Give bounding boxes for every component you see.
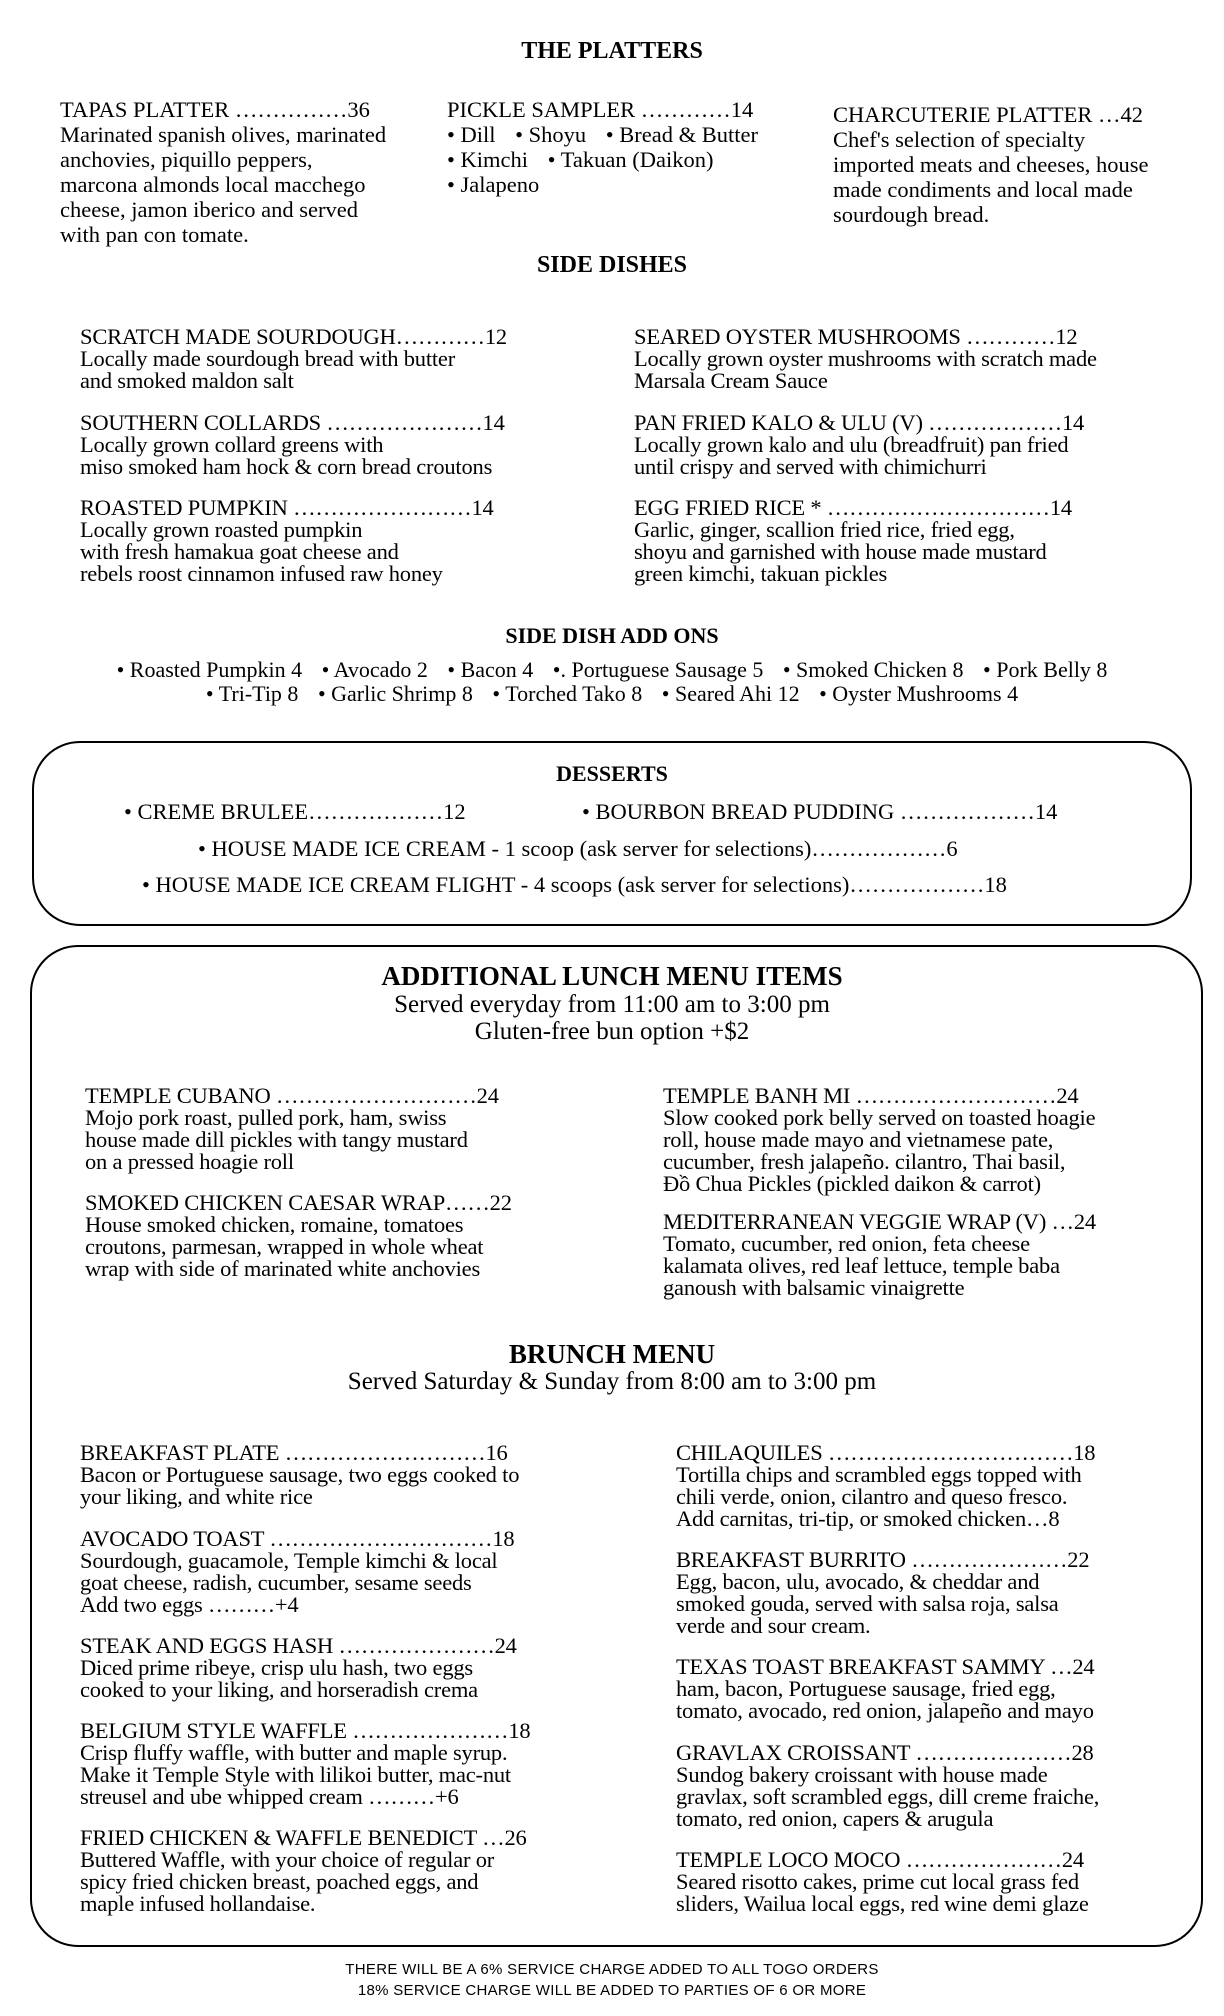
- side-dish-item: [80, 412, 505, 478]
- brunch-item-desc: Bacon or Portuguese sausage, two eggs cooked to your liking, and white rice: [80, 1462, 520, 1509]
- brunch-item-title: GRAVLAX CROISSANT …………………28: [676, 1740, 1094, 1765]
- party-service-charge-note: 18% SERVICE CHARGE WILL BE ADDED TO PARTIES OF 6 OR MORE: [357, 1982, 867, 1999]
- brunch-item-title: TEXAS TOAST BREAKFAST SAMMY …24: [676, 1654, 1095, 1679]
- side-dish-desc: Locally grown oyster mushrooms with scratch made Marsala Cream Sauce: [634, 346, 1097, 393]
- dessert-creme-brulee: • CREME BRULEE………………12: [124, 799, 466, 824]
- side-dishes-heading: SIDE DISHES: [536, 252, 688, 278]
- brunch-item-desc: Tortilla chips and scrambled eggs topped with chili verde, onion, cilantro and queso fresco. Add carnitas, tri-tip, or smoked chicken…8: [676, 1462, 1082, 1531]
- side-dish-desc: Locally made sourdough bread with butter and smoked maldon salt: [80, 346, 456, 393]
- lunch-item-title: SMOKED CHICKEN CAESAR WRAP……22: [85, 1190, 512, 1215]
- pickle-option: • Takuan (Daikon): [547, 147, 714, 172]
- addon-item: • Seared Ahi 12: [661, 681, 800, 706]
- brunch-heading: BRUNCH MENU: [508, 1339, 716, 1369]
- pickle-option: • Jalapeno: [447, 172, 540, 197]
- brunch-item: [676, 1656, 1094, 1722]
- dessert-bourbon-bread-pudding: • BOURBON BREAD PUDDING ………………14: [582, 799, 1058, 824]
- lunch-item-desc: Mojo pork roast, pulled pork, ham, swiss house made dill pickles with tangy mustard on a pressed hoagie roll: [85, 1105, 468, 1174]
- addon-item: • Bacon 4: [447, 657, 534, 682]
- side-dish-item: [80, 497, 494, 585]
- pickle-option: • Bread & Butter: [605, 122, 758, 147]
- lunch-item: [85, 1192, 512, 1280]
- brunch-item-title: STEAK AND EGGS HASH …………………24: [80, 1633, 517, 1658]
- lunch-heading: ADDITIONAL LUNCH MENU ITEMS: [381, 961, 843, 991]
- tapas-platter-desc: Marinated spanish olives, marinated anchovies, piquillo peppers, marcona almonds local macchego cheese, jamon iberico and served with pan con tomate.: [60, 122, 387, 247]
- brunch-item-desc: Crisp fluffy waffle, with butter and maple syrup. Make it Temple Style with lilikoi butter, mac-nut streusel and ube whipped cream ………+6: [80, 1740, 511, 1809]
- side-dish-desc: Locally grown collard greens with miso smoked ham hock & corn bread croutons: [80, 432, 493, 479]
- brunch-item: [80, 1442, 519, 1508]
- lunch-served-hours: Served everyday from 11:00 am to 3:00 pm: [394, 991, 830, 1018]
- pickle-option: • Dill: [447, 122, 496, 147]
- side-dish-item: [634, 326, 1097, 392]
- side-dish-item: [634, 497, 1072, 585]
- addons-row-1: [0, 657, 1224, 682]
- pickle-sampler-title: PICKLE SAMPLER …………14: [447, 97, 754, 122]
- brunch-item-title: CHILAQUILES ……………………………18: [676, 1440, 1096, 1465]
- lunch-item-title: TEMPLE CUBANO ………………………24: [85, 1083, 499, 1108]
- charcuterie-platter-title: CHARCUTERIE PLATTER …42: [833, 102, 1144, 127]
- dessert-ice-cream-flight: • HOUSE MADE ICE CREAM FLIGHT - 4 scoops (ask server for selections)………………18: [142, 872, 1007, 897]
- brunch-item-desc: Egg, bacon, ulu, avocado, & cheddar and smoked gouda, served with salsa roja, salsa verde and sour cream.: [676, 1569, 1059, 1638]
- charcuterie-platter-desc: Chef's selection of specialty imported meats and cheeses, house made condiments and local made sourdough bread.: [833, 127, 1149, 227]
- side-dish-item: [634, 412, 1084, 478]
- addon-item: • Avocado 2: [321, 657, 428, 682]
- brunch-item-title: BREAKFAST BURRITO …………………22: [676, 1547, 1090, 1572]
- brunch-item-desc: Seared risotto cakes, prime cut local grass fed sliders, Wailua local eggs, red wine demi glaze: [676, 1869, 1089, 1916]
- lunch-item-title: MEDITERRANEAN VEGGIE WRAP (V) …24: [663, 1209, 1096, 1234]
- brunch-item: [80, 1528, 514, 1616]
- lunch-item-desc: House smoked chicken, romaine, tomatoes croutons, parmesan, wrapped in whole wheat wrap with side of marinated white anchovies: [85, 1212, 484, 1281]
- brunch-item-desc: Buttered Waffle, with your choice of regular or spicy fried chicken breast, poached eggs, and maple infused hollandaise.: [80, 1847, 495, 1916]
- brunch-served-hours: Served Saturday & Sunday from 8:00 am to 3:00 pm: [347, 1368, 877, 1395]
- brunch-item-desc: Sourdough, guacamole, Temple kimchi & local goat cheese, radish, cucumber, sesame seeds Add two eggs ………+4: [80, 1548, 498, 1617]
- dessert-ice-cream: • HOUSE MADE ICE CREAM - 1 scoop (ask server for selections)………………6: [198, 836, 958, 861]
- lunch-item-title: TEMPLE BANH MI ………………………24: [663, 1083, 1079, 1108]
- addon-item: • Oyster Mushrooms 4: [819, 681, 1019, 706]
- brunch-item: [80, 1720, 530, 1808]
- side-dish-item: [80, 326, 507, 392]
- brunch-item-title: BREAKFAST PLATE ………………………16: [80, 1440, 508, 1465]
- brunch-item-title: AVOCADO TOAST …………………………18: [80, 1526, 515, 1551]
- pickle-option: • Kimchi: [447, 147, 528, 172]
- side-dish-title: EGG FRIED RICE * …………………………14: [634, 495, 1072, 520]
- addons-row-2: [0, 681, 1224, 706]
- brunch-item-title: TEMPLE LOCO MOCO …………………24: [676, 1847, 1084, 1872]
- side-dish-title: SCRATCH MADE SOURDOUGH…………12: [80, 324, 507, 349]
- lunch-gluten-free-note: Gluten-free bun option +$2: [474, 1018, 750, 1045]
- lunch-item-desc: Tomato, cucumber, red onion, feta cheese kalamata olives, red leaf lettuce, temple baba ganoush with balsamic vinaigrette: [663, 1231, 1060, 1300]
- lunch-item: [663, 1211, 1096, 1299]
- brunch-item-title: FRIED CHICKEN & WAFFLE BENEDICT …26: [80, 1825, 527, 1850]
- brunch-item: [676, 1442, 1095, 1530]
- addon-item: • Torched Tako 8: [492, 681, 643, 706]
- pickle-options-row-3: [447, 172, 772, 197]
- side-dish-title: SOUTHERN COLLARDS …………………14: [80, 410, 505, 435]
- platters-heading: THE PLATTERS: [521, 38, 703, 64]
- addon-item: • Tri-Tip 8: [205, 681, 299, 706]
- tapas-platter: [60, 97, 386, 247]
- addon-item: • Pork Belly 8: [983, 657, 1108, 682]
- charcuterie-platter: [833, 102, 1149, 227]
- brunch-item: [676, 1742, 1099, 1830]
- side-dish-desc: Locally grown roasted pumpkin with fresh hamakua goat cheese and rebels roost cinnamon infused raw honey: [80, 517, 443, 586]
- addon-item: • Smoked Chicken 8: [782, 657, 964, 682]
- addons-heading: SIDE DISH ADD ONS: [505, 623, 719, 648]
- side-dish-title: PAN FRIED KALO & ULU (V) ………………14: [634, 410, 1085, 435]
- addon-item: •. Portuguese Sausage 5: [552, 657, 764, 682]
- side-dish-desc: Locally grown kalo and ulu (breadfruit) pan fried until crispy and served with chimichurri: [634, 432, 1069, 479]
- tapas-platter-title: TAPAS PLATTER ……………36: [60, 97, 370, 122]
- lunch-item: [85, 1085, 499, 1173]
- brunch-item-title: BELGIUM STYLE WAFFLE …………………18: [80, 1718, 531, 1743]
- side-dish-title: ROASTED PUMPKIN ……………………14: [80, 495, 494, 520]
- lunch-item: [663, 1085, 1095, 1195]
- brunch-item-desc: Sundog bakery croissant with house made gravlax, soft scrambled eggs, dill creme fraiche, tomato, red onion, capers & arugula: [676, 1762, 1100, 1831]
- brunch-item-desc: Diced prime ribeye, crisp ulu hash, two eggs cooked to your liking, and horseradish crema: [80, 1655, 478, 1702]
- side-dish-desc: Garlic, ginger, scallion fried rice, fried egg, shoyu and garnished with house made mustard green kimchi, takuan pickles: [634, 517, 1047, 586]
- desserts-heading: DESSERTS: [556, 761, 668, 786]
- pickle-sampler: [447, 97, 772, 197]
- brunch-item: [676, 1549, 1089, 1637]
- lunch-item-desc: Slow cooked pork belly served on toasted hoagie roll, house made mayo and vietnamese pate, cucumber, fresh jalapeño. cilantro, Thai basil, Đồ Chua Pickles (pickled daikon & carrot): [663, 1105, 1096, 1196]
- brunch-item: [80, 1635, 517, 1701]
- togo-service-charge-note: THERE WILL BE A 6% SERVICE CHARGE ADDED TO ALL TOGO ORDERS: [345, 1961, 879, 1978]
- side-dish-title: SEARED OYSTER MUSHROOMS …………12: [634, 324, 1078, 349]
- brunch-item: [676, 1849, 1089, 1915]
- addon-item: • Garlic Shrimp 8: [317, 681, 473, 706]
- addon-item: • Roasted Pumpkin 4: [116, 657, 303, 682]
- pickle-options-row-2: [447, 147, 772, 172]
- brunch-item: [80, 1827, 527, 1915]
- pickle-options-row-1: [447, 122, 772, 147]
- pickle-option: • Shoyu: [515, 122, 587, 147]
- brunch-item-desc: ham, bacon, Portuguese sausage, fried egg, tomato, avocado, red onion, jalapeño and mayo: [676, 1676, 1094, 1723]
